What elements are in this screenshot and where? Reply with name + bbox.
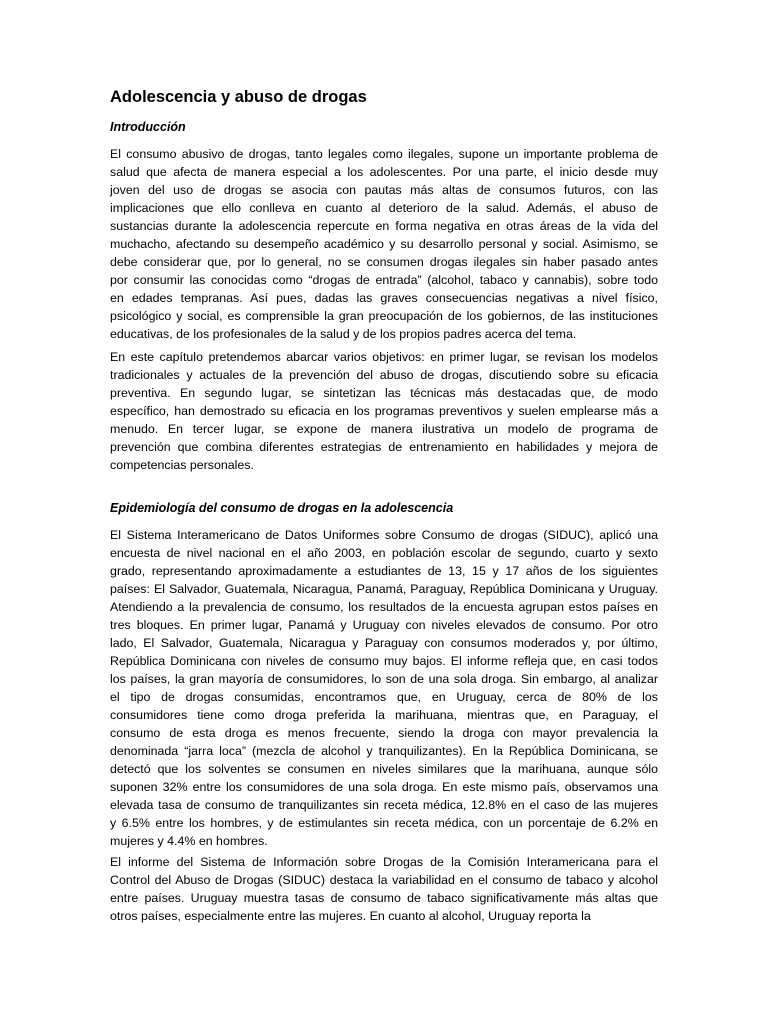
paragraph-intro-2 (110, 348, 658, 474)
document-title: Adolescencia y abuso de drogas (110, 88, 367, 106)
paragraph-line: entre países. Uruguay muestra tasas de consumo de tabaco significativamente más altas que (110, 891, 658, 905)
paragraph-line: en edades tempranas. Así pues, dadas las graves consecuencias negativas a nivel físico, (110, 291, 658, 305)
section-heading-epidemiologia: Epidemiología del consumo de drogas en la adolescencia (110, 501, 454, 515)
paragraph-line: consumidores tiene como droga preferida la marihuana, mientras que, en Paraguay, el (110, 708, 658, 722)
paragraph-line: y 6.5% entre los hombres, y de estimulantes sin receta médica, con un porcentaje de 6.2% en (110, 816, 658, 830)
paragraph-line: muchacho, afectando su desempeño académico y su desarrollo personal y social. Asimismo, se (110, 237, 658, 251)
paragraph-line: suponen 32% entre los consumidores de una sola droga. En este mismo país, observamos una (110, 780, 658, 794)
paragraph-line: El Sistema Interamericano de Datos Uniformes sobre Consumo de drogas (SIDUC), aplicó una (110, 528, 658, 542)
paragraph-line: República Dominicana con niveles de consumo muy bajos. El informe refleja que, en casi todos (110, 654, 658, 668)
paragraph-line: el tipo de drogas consumidas, encontramos que, en Uruguay, cerca de 80% de los (110, 690, 658, 704)
paragraph-line: tres bloques. En primer lugar, Panamá y Uruguay con niveles elevados de consumo. Por otro (110, 618, 658, 632)
paragraph-line: debe considerar que, por lo general, no se consumen drogas ilegales sin haber pasado antes (110, 255, 658, 269)
paragraph-line: detectó que los solventes se consumen en niveles similares que la marihuana, aunque sólo (110, 762, 658, 776)
paragraph-line: tradicionales y actuales de la prevención del abuso de drogas, discutiendo sobre su eficacia (110, 368, 658, 382)
paragraph-line: países: El Salvador, Guatemala, Nicaragua, Panamá, Paraguay, República Dominicana y Uruguay. (110, 582, 658, 596)
paragraph-line: El consumo abusivo de drogas, tanto legales como ilegales, supone un importante problema de (110, 147, 658, 161)
paragraph-line: implicaciones que ello conlleva en cuanto al deterioro de la salud. Además, el abuso de (110, 201, 658, 215)
paragraph-line: sustancias durante la adolescencia repercute en forma negativa en otras áreas de la vida del (110, 219, 658, 233)
paragraph-line: mujeres y 4.4% en hombres. (110, 834, 268, 848)
paragraph-line: específico, han demostrado su eficacia en los programas preventivos y suelen emplearse más a (110, 404, 658, 418)
paragraph-line: Atendiendo a la prevalencia de consumo, los resultados de la encuesta agrupan estos países en (110, 600, 658, 614)
paragraph-line: educativas, de los profesionales de la salud y de los propios padres acerca del tema. (110, 327, 577, 341)
paragraph-line: Control del Abuso de Drogas (SIDUC) destaca la variabilidad en el consumo de tabaco y alcohol (110, 873, 658, 887)
paragraph-line: denominada “jarra loca” (mezcla de alcohol y tranquilizantes). En la República Dominicana, se (110, 744, 658, 758)
paragraph-line: otros países, especialmente entre las mujeres. En cuanto al alcohol, Uruguay reporta la (110, 909, 591, 923)
paragraph-line: psicológico y social, es comprensible la gran preocupación de los gobiernos, de las instituciones (110, 309, 658, 323)
paragraph-line: salud que afecta de manera especial a los adolescentes. Por una parte, el inicio desde muy (110, 165, 658, 179)
paragraph-line: encuesta de nivel nacional en el año 2003, en población escolar de segundo, cuarto y sexto (110, 546, 658, 560)
paragraph-line: En este capítulo pretendemos abarcar varios objetivos: en primer lugar, se revisan los modelos (110, 350, 658, 364)
paragraph-line: competencias personales. (110, 458, 254, 472)
paragraph-epidemiologia-1 (110, 526, 658, 850)
paragraph-line: lado, El Salvador, Guatemala, Nicaragua y Paraguay con consumos moderados y, por último, (110, 636, 658, 650)
paragraph-line: por consumir las conocidas como “drogas de entrada” (alcohol, tabaco y cannabis), sobre todo (110, 273, 658, 287)
paragraph-line: consumo de esta droga es menos frecuente, siendo la droga con mayor prevalencia la (110, 726, 658, 740)
paragraph-epidemiologia-2 (110, 853, 658, 925)
paragraph-line: prevención que combina diferentes estrategias de entrenamiento en habilidades y mejora de (110, 440, 658, 454)
paragraph-intro-1 (110, 145, 658, 343)
paragraph-line: los países, la gran mayoría de consumidores, lo son de una sola droga. Sin embargo, al analizar (110, 672, 658, 686)
paragraph-line: El informe del Sistema de Información sobre Drogas de la Comisión Interamericana para el (110, 855, 658, 869)
paragraph-line: preventiva. En segundo lugar, se sintetizan las técnicas más destacadas que, de modo (110, 386, 658, 400)
section-heading-introduccion: Introducción (110, 120, 186, 134)
paragraph-line: elevada tasa de consumo de tranquilizantes sin receta médica, 12.8% en el caso de las mujeres (110, 798, 658, 812)
paragraph-line: grado, representando aproximadamente a estudiantes de 13, 15 y 17 años de los siguientes (110, 564, 658, 578)
paragraph-line: joven del uso de drogas se asocia con pautas más altas de consumos futuros, con las (110, 183, 658, 197)
paragraph-line: menudo. En tercer lugar, se expone de manera ilustrativa un modelo de programa de (110, 422, 658, 436)
